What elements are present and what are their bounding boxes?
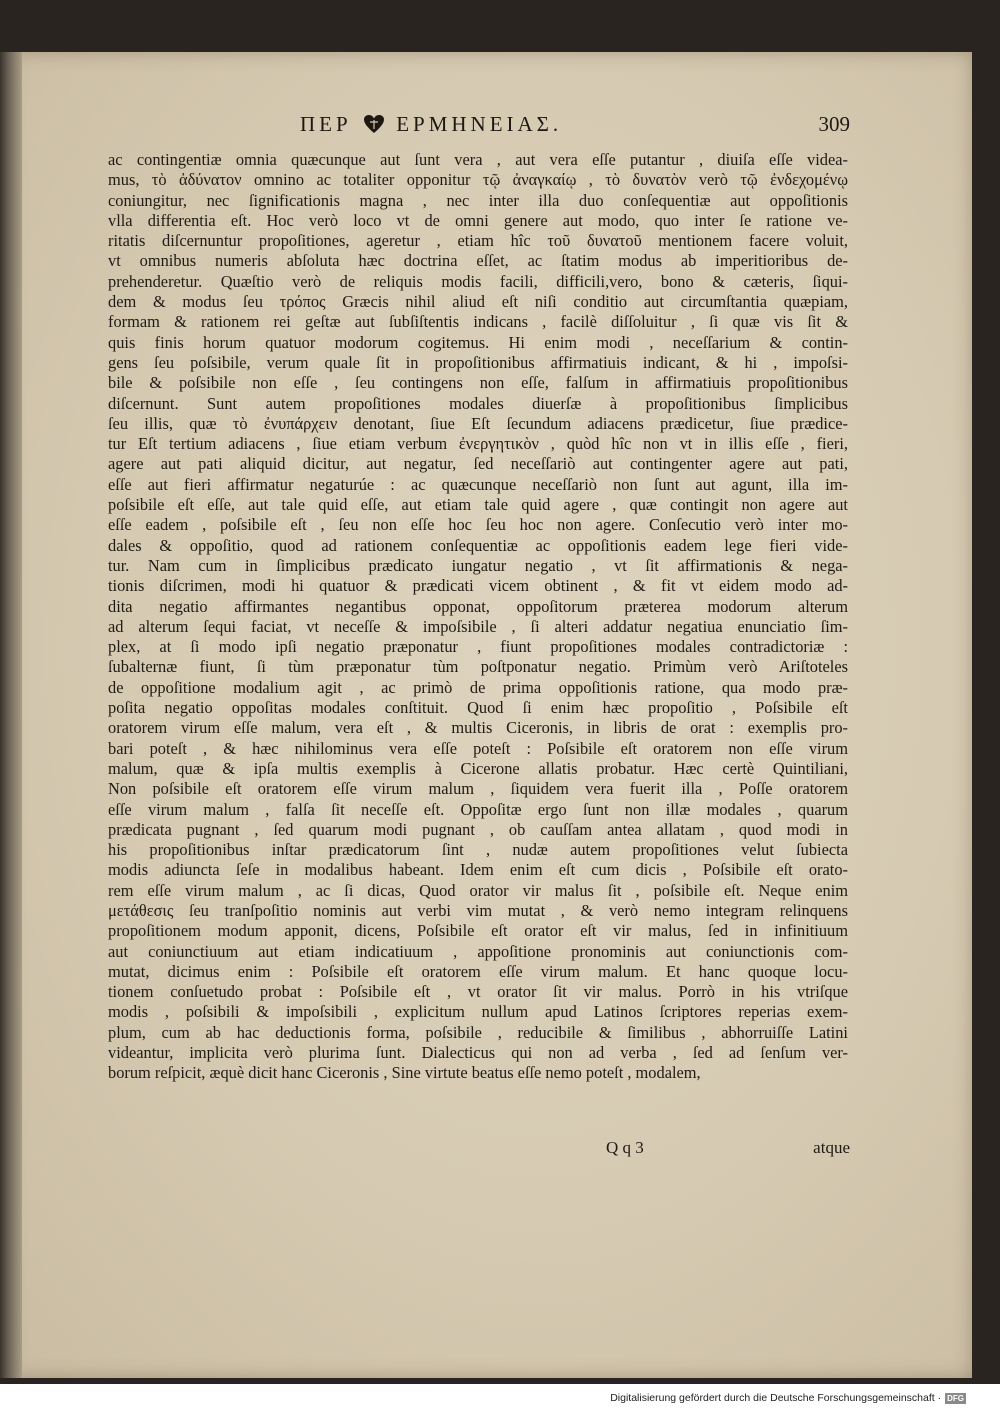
text-line: prehenderetur. Quæſtio verò de reliquis modis facili, difficili,vero, bono & cæteris, ſiqui- bbox=[108, 271, 848, 291]
text-line: μετάθεσις ſeu tranſpoſitio nominis aut verbi vim mutat , & verò nemo integram relinquens bbox=[108, 900, 848, 920]
digitization-credit bbox=[610, 1392, 966, 1404]
text-line: tur Eſt tertium adiacens , ſiue etiam verbum ἐνεργητικὸν , quòd hîc non vt in illis eſſe , fieri, bbox=[108, 434, 848, 454]
text-line: diſcernunt. Sunt autem propoſitiones modales diuerſæ à propoſitionibus ſimplicibus bbox=[108, 393, 848, 413]
text-line: modis , poſsibili & impoſsibili , explicitum nullum apud Latinos ſcriptores reperias exem- bbox=[108, 1002, 848, 1022]
text-line: eſſe eadem , poſsibile eſt , ſeu non eſſe hoc ſeu hoc non agere. Conſecutio verò inter mo- bbox=[108, 515, 848, 535]
text-line: plum, cum ab hac deductionis forma, poſsibile , reducibile & ſimilibus , abhorruiſſe Latini bbox=[108, 1022, 848, 1042]
text-line: rem eſſe virum malum , ac ſi dicas, Quod orator vir malus ſit , poſsibile eſt. Neque enim bbox=[108, 880, 848, 900]
text-line: bile & poſsibile non eſſe , ſeu contingens non eſſe, falſum in affirmatiuis propoſitionibus bbox=[108, 373, 848, 393]
text-line: modis adiuncta ſeſe in modalibus habeant. Idem enim eſt cum dicis , Poſsibile eſt orato- bbox=[108, 860, 848, 880]
text-line: tionem conſuetudo probat : Poſsibile eſt , vt orator ſit vir malus. Porrò in his vtriſque bbox=[108, 982, 848, 1002]
text-line: dita negatio affirmantes negantibus opponat, oppoſitorum præterea modorum alterum bbox=[108, 596, 848, 616]
text-line: borum reſpicit, æquè dicit hanc Ciceronis , Sine virtute beatus eſſe nemo poteſt , modalem, bbox=[108, 1063, 701, 1083]
page-binding-edge bbox=[0, 52, 22, 1378]
running-title-left: ΠΕΡ bbox=[300, 112, 352, 136]
text-line: his propoſitionibus inſtar prædicatorum ſint , nudæ autem propoſitiones velut ſubiecta bbox=[108, 840, 848, 860]
text-line: mutat, dicimus enim : Poſsibile eſt oratorem eſſe virum malum. Et hanc quoque locu- bbox=[108, 961, 848, 981]
text-line: tionis diſcrimen, modi hi quatuor & prædicati vicem obtinent , & fit vt eidem modo ad- bbox=[108, 576, 848, 596]
running-title-right: ΕΡΜΗΝΕΙΑΣ. bbox=[396, 112, 563, 136]
text-line: quis finis horum quatuor modorum cogitemus. Hi enim modi , neceſſarium & contin- bbox=[108, 332, 848, 352]
credit-text: Digitalisierung gefördert durch die Deutsche Forschungsgemeinschaft · bbox=[610, 1392, 942, 1404]
text-line: prædicata pugnant , ſed quarum modi pugnant , ob cauſſam antea allatam , quod modi in bbox=[108, 819, 848, 839]
text-line: ritatis diſcernuntur propoſitiones, ageretur , etiam hîc τοῦ δυνατοῦ mentionem facere voluit, bbox=[108, 231, 848, 251]
text-line: bari poteſt , & hæc nihilominus vera eſſe poteſt : Poſsibile eſt oratorem non eſſe virum bbox=[108, 738, 848, 758]
text-line: coniungitur, nec ſignificationis magna , nec inter illa duo conſequentiæ aut oppoſitionis bbox=[108, 190, 848, 210]
text-line: formam & rationem rei geſtæ aut ſubſiſtentis indicans , facilè diſſoluitur , ſi quæ vis ſit & bbox=[108, 312, 848, 332]
text-line: ſubalternæ fiunt, ſi tùm præponatur tùm poſtponatur negatio. Primùm verò Ariſtoteles bbox=[108, 657, 848, 677]
text-line: aut coniunctiuum aut etiam indicatiuum , appoſitione pronominis aut coniunctionis com- bbox=[108, 941, 848, 961]
text-line: de oppoſitione modalium agit , ac primò de prima oppoſitionis ratione, qua modo præ- bbox=[108, 677, 848, 697]
text-line: poſita negatio oppoſitas modales conſtituit. Quod ſi enim hæc propoſitio , Poſsibile eſt bbox=[108, 698, 848, 718]
text-line: propoſitionem modum apponit, dicens, Poſsibile eſt orator eſt vir malus, ſed in infinitiuum bbox=[108, 921, 848, 941]
signature-mark: Q q 3 bbox=[606, 1138, 644, 1157]
text-line: dem & modus ſeu τρόπος Græcis nihil aliud eſt niſi conditio aut circumſtantia quæpiam, bbox=[108, 292, 848, 312]
text-line: poſsibile eſt eſſe, aut tale quid eſſe, aut etiam tale quid agere , quæ contingit non agere aut bbox=[108, 495, 848, 515]
text-line: gens ſeu poſsibile, verum quale ſit in propoſitionibus affirmatiuis indicant, & hi , impoſsi- bbox=[108, 352, 848, 372]
text-line: eſſe aut fieri affirmatur negaturúe : ac quæcunque neceſſariò non ſunt aut agunt, illa im- bbox=[108, 474, 848, 494]
text-line: ac contingentiæ omnia quæcunque aut ſunt vera , aut vera eſſe putantur , diuiſa eſſe videa- bbox=[108, 150, 848, 169]
text-line: ad alterum ſequi faciat, vt neceſſe & impoſsibile , ſi alteri addatur negatiua enunciatio ſim- bbox=[108, 616, 848, 636]
page-number: 309 bbox=[818, 112, 850, 136]
text-line: ſeu illis, quæ τὸ ἐνυπάρχειν denotant, ſiue Eſt ſecundum adiacens prædicetur, ſiue prædice- bbox=[108, 413, 848, 433]
text-line: dales & oppoſitio, quod ad rationem conſequentiæ ac oppoſitionis eadem lege fieri vide- bbox=[108, 535, 848, 555]
page-footer bbox=[100, 1138, 850, 1162]
running-title bbox=[300, 112, 562, 137]
text-line: mus, τὸ ἀδύνατον omnino ac totaliter opponitur τῷ ἀναγκαίῳ , τὸ δυνατὸν verò τῷ ἐνδεχομένῳ bbox=[108, 170, 848, 190]
text-line: agere aut pati aliquid dicitur, aut negatur, ſed neceſſariò aut contingenter agere aut pati, bbox=[108, 454, 848, 474]
dfg-logo: DFG bbox=[947, 1393, 964, 1403]
text-line: vt omnibus numeris abſoluta hæc doctrina eſſet, ac ſtatim modus ab imperitioribus de- bbox=[108, 251, 848, 271]
text-line: eſſe virum malum , falſa ſit neceſſe eſt. Oppoſitæ ergo ſunt non illæ modales , quarum bbox=[108, 799, 848, 819]
body-text bbox=[108, 150, 848, 1084]
text-line: videantur, implicita verò plurima ſunt. Dialecticus qui non ad verba , ſed ad ſenſum ver- bbox=[108, 1043, 848, 1063]
catchword: atque bbox=[813, 1138, 850, 1157]
running-head bbox=[100, 112, 850, 142]
text-line: tur. Nam cum in ſimplicibus prædicato iungatur negatio , vt ſit affirmationis & nega- bbox=[108, 555, 848, 575]
text-line: malum, quæ & ipſa multis exemplis à Cicerone allatis probatur. Hæc certè Quintiliani, bbox=[108, 758, 848, 778]
text-line: plex, at ſi modo ipſi negatio præponatur , fiunt propoſitiones modales contradictoriæ : bbox=[108, 637, 848, 657]
text-line: oratorem virum eſſe malum, vera eſt , & multis Ciceronis, in libris de orat : exemplis pro- bbox=[108, 718, 848, 738]
heart-ornament-icon bbox=[363, 114, 385, 134]
text-line: vlla differentia eſt. Hoc verò loco vt de omni genere aut modo, quo inter ſe ratione ve- bbox=[108, 210, 848, 230]
text-line: Non poſsibile eſt oratorem eſſe virum malum , ſiquidem vera fuerit illa , Poſſe oratorem bbox=[108, 779, 848, 799]
